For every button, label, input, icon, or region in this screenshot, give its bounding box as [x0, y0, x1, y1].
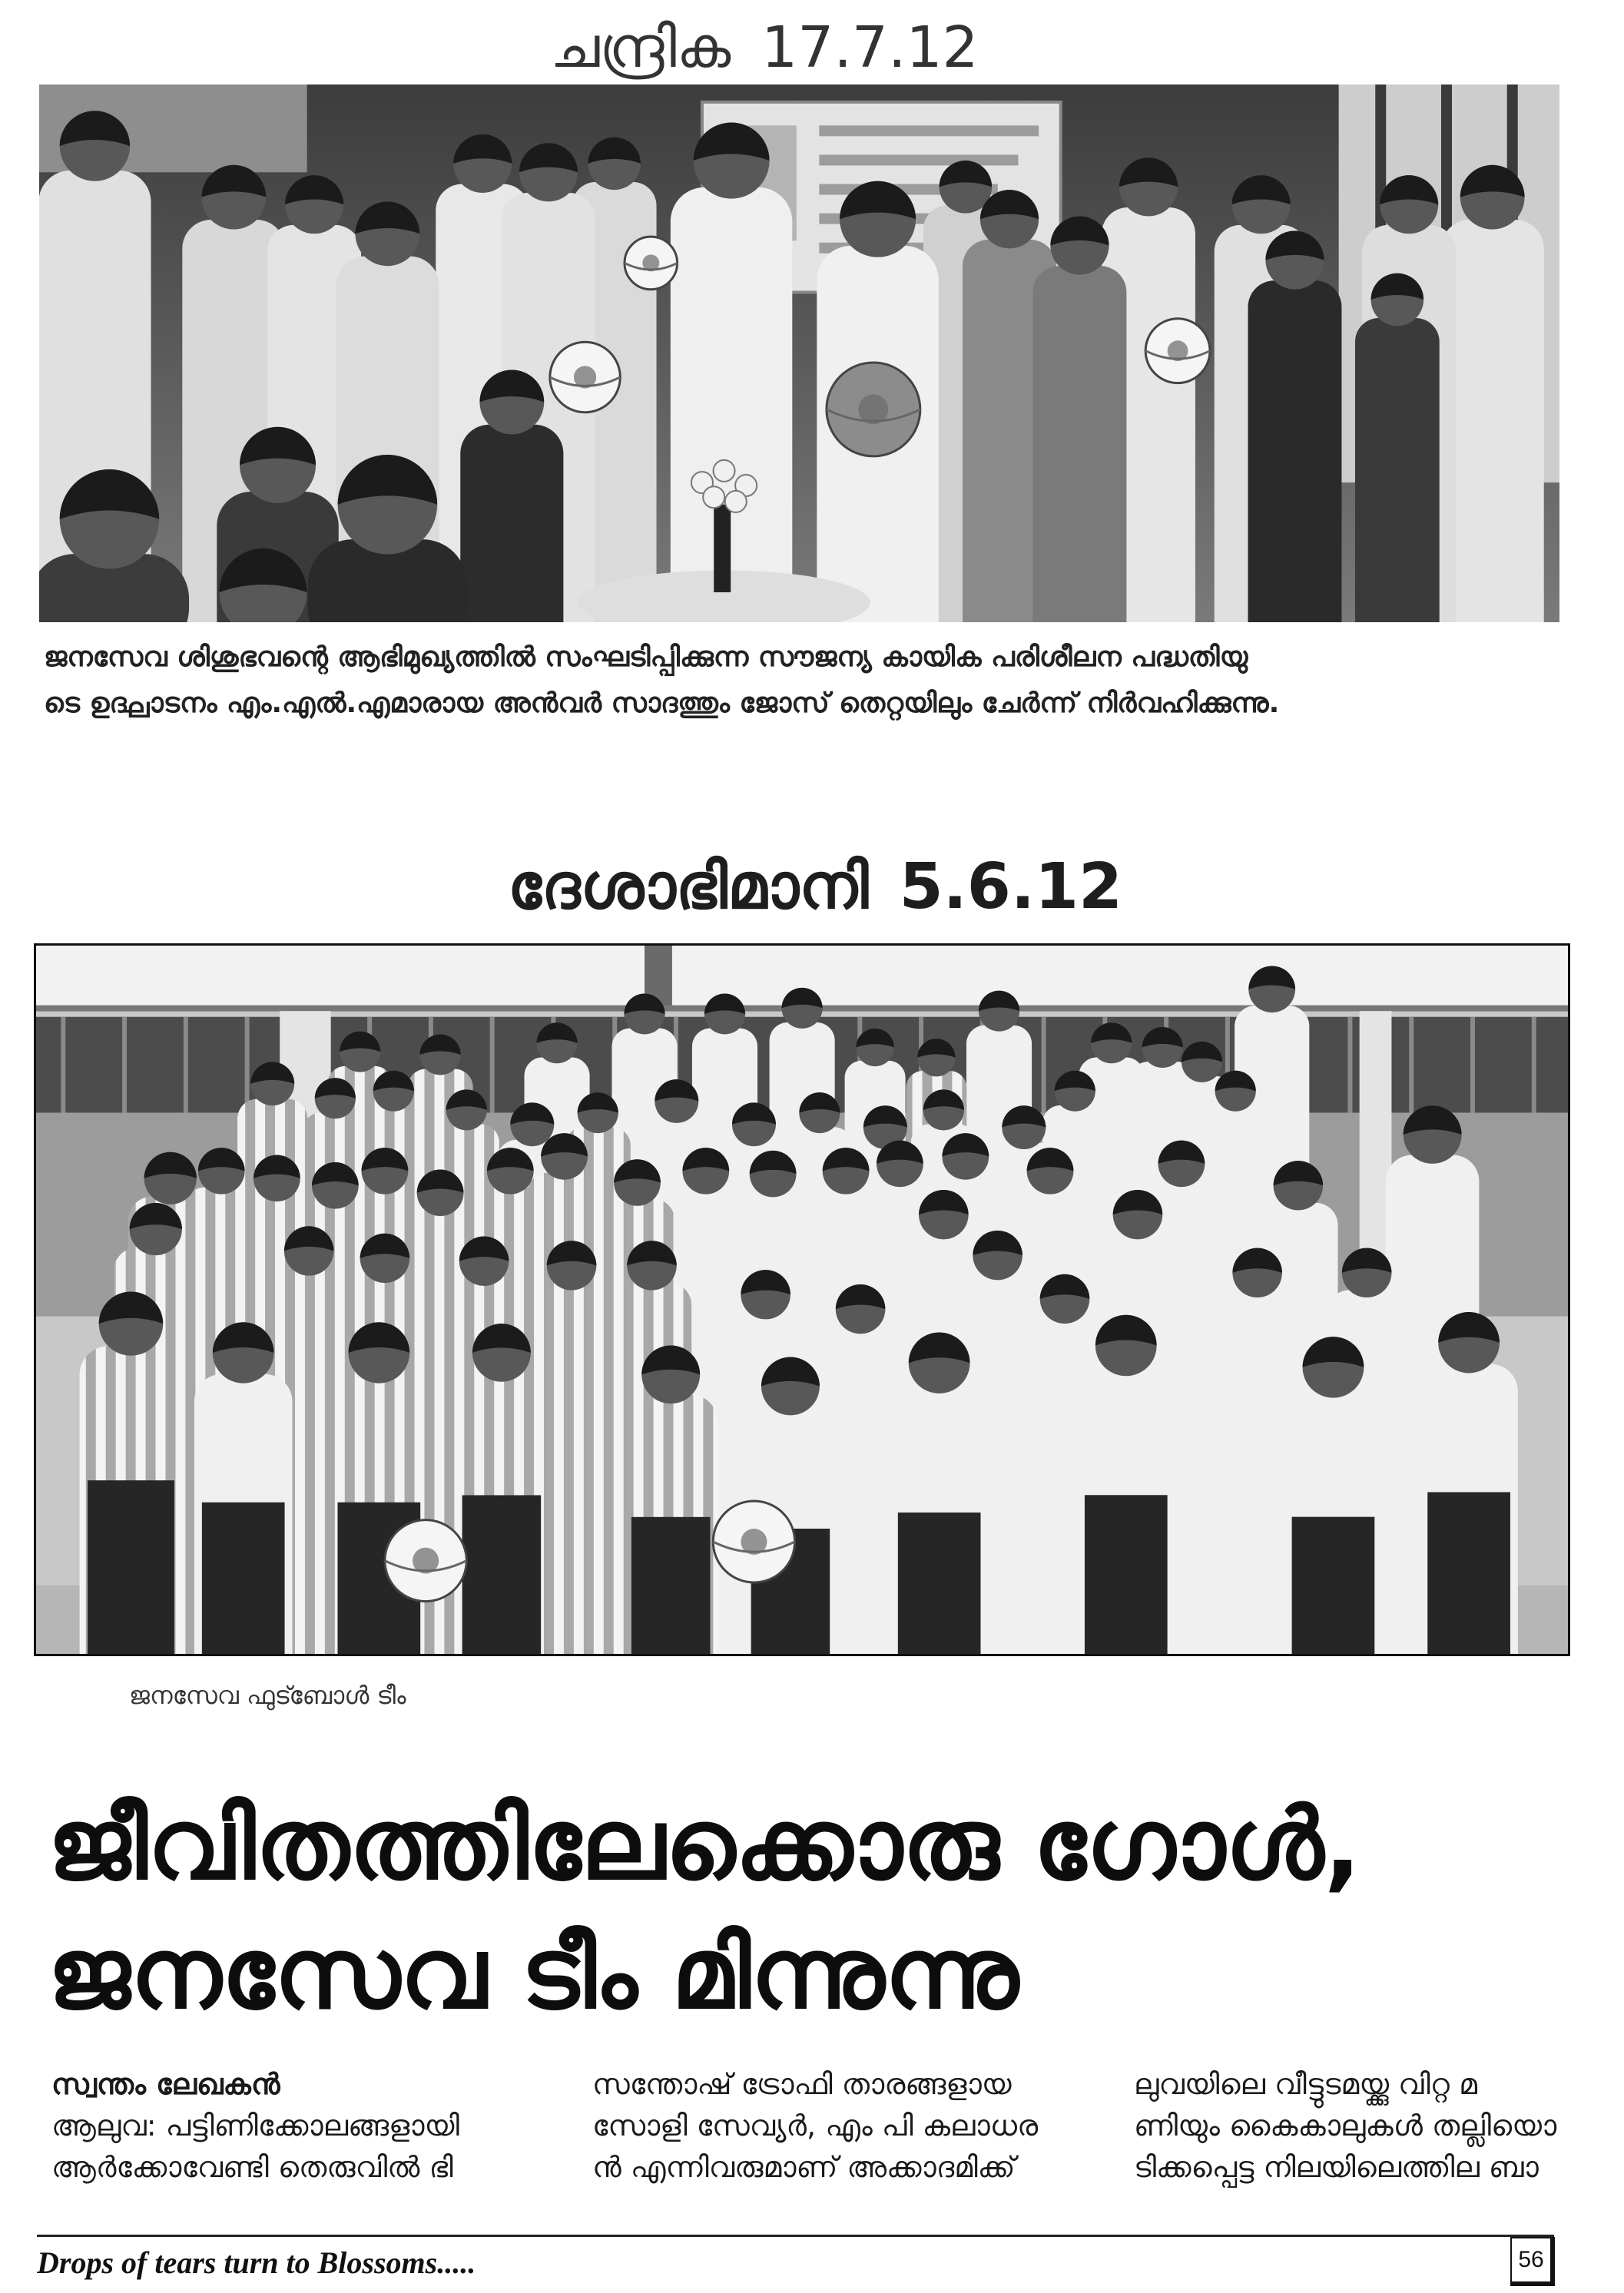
window-mullion	[245, 1017, 250, 1113]
inauguration-photo-image	[39, 84, 1559, 622]
byline: സ്വന്തം ലേഖകൻ	[51, 2067, 280, 2101]
article-line: ൻ എന്നിവരുമാണ് അക്കാദമിക്ക്	[592, 2150, 1016, 2184]
shirt	[1441, 220, 1544, 622]
shirt	[1248, 280, 1342, 622]
flower	[725, 491, 747, 512]
flower	[703, 486, 724, 508]
shorts	[462, 1495, 542, 1654]
ball	[385, 1520, 466, 1602]
deshabhimani-masthead	[354, 845, 1276, 929]
window-mullion	[1409, 1017, 1414, 1113]
newspaper-name: ദേശാഭിമാനി	[507, 850, 869, 923]
inauguration-photo	[39, 84, 1559, 622]
headline-line: ജനസേവ ടീം മിന്നുന്നു	[48, 1917, 1019, 2031]
person-figure	[1441, 165, 1544, 622]
article-line: സോളി സേവ്യർ, എം പി കലാധര	[592, 2109, 1039, 2142]
shirt	[460, 425, 563, 622]
headline-line: ജീവിതത്തിലേക്കൊരു ഗോൾ,	[48, 1788, 1361, 1902]
flower	[714, 460, 735, 482]
window-mullion	[61, 1017, 65, 1113]
shorts	[898, 1513, 981, 1654]
shorts	[202, 1503, 285, 1654]
person-figure	[671, 123, 792, 622]
ball	[713, 1501, 794, 1582]
shirt	[1032, 266, 1126, 622]
article-line: ആലുവ: പട്ടിണിക്കോലങ്ങളായി	[51, 2109, 460, 2142]
team-photo-caption: ജനസേവ ഫുട്ബോൾ ടീം	[129, 1681, 406, 1710]
ball	[550, 342, 620, 412]
shorts	[1085, 1495, 1168, 1654]
article-column-3	[1134, 2063, 1579, 2188]
window-mullion	[1347, 1017, 1352, 1113]
ball	[1145, 319, 1210, 383]
window-mullion	[122, 1017, 127, 1113]
shirt	[671, 187, 792, 622]
banner-text-bar	[819, 125, 1039, 136]
article-line: ടിക്കപ്പെട്ട നിലയിലെത്തില ബാ	[1134, 2150, 1539, 2184]
window-mullion	[184, 1017, 188, 1113]
photo-caption	[44, 635, 1569, 727]
banner-text-bar	[819, 154, 1018, 165]
window-mullion	[1042, 1017, 1046, 1113]
caption-line: ജനസേവ ശിശുഭവന്റെ ആഭിമുഖ്യത്തിൽ സംഘടിപ്പിക്കുന്ന സൗജന്യ കായിക പരിശീലന പദ്ധതിയു	[44, 641, 1248, 673]
football-team-photo-image	[36, 946, 1568, 1654]
headline	[48, 1781, 1592, 2039]
article-line: ലുവയിലെ വീട്ടുടമയ്ക്കു വിറ്റ മ	[1134, 2067, 1478, 2101]
clipping-date: 5.6.12	[899, 850, 1123, 923]
person-figure	[1248, 231, 1342, 623]
shorts	[88, 1480, 174, 1654]
article-line: സന്തോഷ് ട്രോഫി താരങ്ങളായ	[592, 2067, 1012, 2101]
shorts	[631, 1517, 711, 1654]
article-column-2	[592, 2063, 1115, 2188]
person-figure	[1032, 216, 1126, 622]
footer-rule	[37, 2235, 1554, 2237]
shirt	[1355, 318, 1440, 622]
newspaper-name: ചന്ദ്രിക	[550, 15, 731, 81]
article-line: ആർക്കോവേണ്ടി തെരുവിൽ ഭി	[51, 2150, 453, 2184]
clipping-date: 17.7.12	[761, 15, 979, 81]
footer-tagline: Drops of tears turn to Blossoms.....	[37, 2245, 476, 2280]
shorts	[1427, 1492, 1510, 1654]
window-mullion	[1470, 1017, 1475, 1113]
page-number: 56	[1510, 2237, 1555, 2286]
article-line: ണിയും കൈകാലുകൾ തല്ലിയൊ	[1134, 2109, 1557, 2142]
caption-line: ടെ ഉദ്ഘാടനം എം.എൽ.എമാരായ അൻവർ സാദത്തും ജോസ് തെറ്റയിലും ചേർന്ന് നിർവഹിക്കുന്നു.	[44, 688, 1280, 719]
window-mullion	[1532, 1017, 1536, 1113]
flower-vase	[714, 505, 731, 592]
window-mullion	[490, 1017, 495, 1113]
person-figure	[1355, 273, 1440, 622]
article-column-1	[51, 2063, 582, 2188]
football-team-photo	[34, 943, 1570, 1656]
chandrika-masthead	[303, 9, 1225, 86]
ball	[827, 363, 920, 456]
ball	[625, 237, 678, 290]
shorts	[1292, 1517, 1375, 1654]
